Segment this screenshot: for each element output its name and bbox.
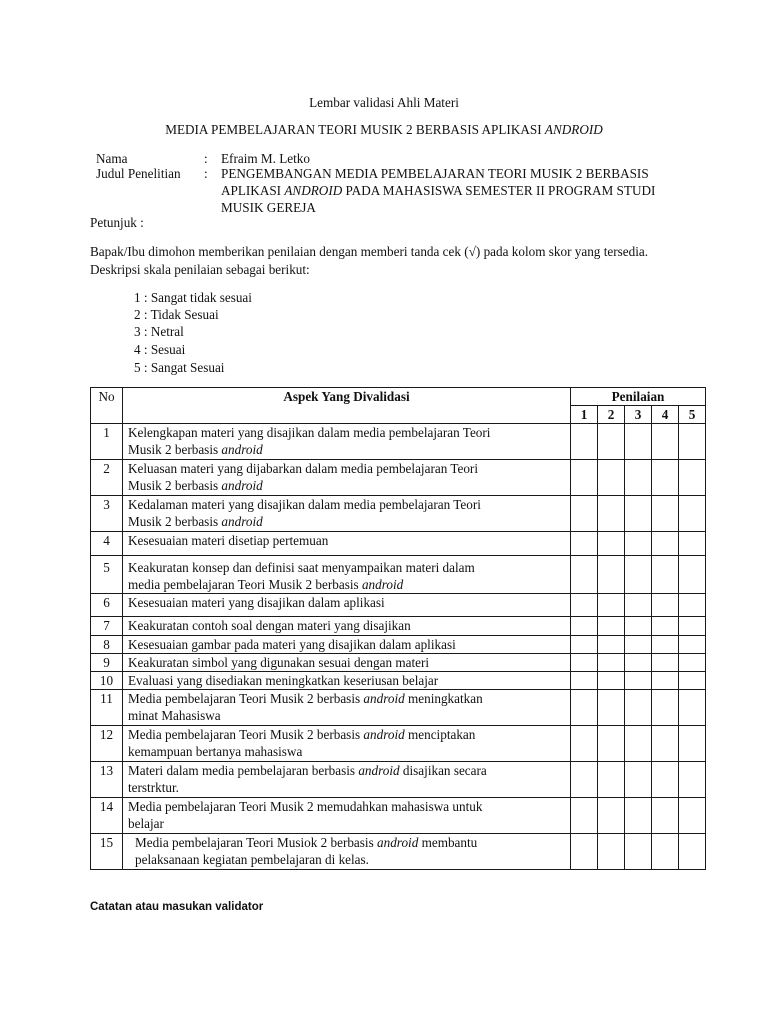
- row-number: 10: [91, 672, 123, 690]
- score-cell-5[interactable]: [679, 556, 706, 594]
- aspect-text: Musik 2 berbasis: [128, 514, 222, 529]
- score-cell-1[interactable]: [571, 834, 598, 870]
- score-cell-3[interactable]: [625, 690, 652, 726]
- score-cell-3[interactable]: [625, 496, 652, 532]
- score-cell-5[interactable]: [679, 532, 706, 556]
- score-cell-4[interactable]: [652, 636, 679, 654]
- score-cell-1[interactable]: [571, 654, 598, 672]
- table-row: [91, 556, 706, 594]
- score-cell-3[interactable]: [625, 424, 652, 460]
- score-cell-5[interactable]: [679, 834, 706, 870]
- score-cell-5[interactable]: [679, 762, 706, 798]
- score-cell-1[interactable]: [571, 762, 598, 798]
- row-number: 5: [91, 556, 123, 594]
- aspect-text: disajikan secara: [399, 763, 487, 778]
- score-cell-2[interactable]: [598, 496, 625, 532]
- column-header-aspek: Aspek Yang Divalidasi: [123, 388, 571, 424]
- table-row: [91, 460, 706, 496]
- row-number: 3: [91, 496, 123, 532]
- score-cell-1[interactable]: [571, 672, 598, 690]
- instructions-line-2: Deskripsi skala penilaian sebagai berikut:: [90, 262, 310, 277]
- aspect-italic: android: [358, 763, 400, 778]
- column-header-no: No: [91, 388, 123, 424]
- score-cell-3[interactable]: [625, 617, 652, 636]
- score-cell-4[interactable]: [652, 460, 679, 496]
- aspect-text: Media pembelajaran Teori Musik 2 berbasis: [128, 691, 364, 706]
- table-row: [91, 798, 706, 834]
- score-cell-1[interactable]: [571, 690, 598, 726]
- score-cell-1[interactable]: [571, 594, 598, 617]
- score-cell-5[interactable]: [679, 636, 706, 654]
- row-number: 7: [91, 617, 123, 636]
- row-aspect: [123, 424, 571, 460]
- score-cell-3[interactable]: [625, 834, 652, 870]
- aspect-text: terstrktur.: [128, 780, 179, 795]
- score-cell-2[interactable]: [598, 424, 625, 460]
- aspect-text: Keluasan materi yang dijabarkan dalam media pembelajaran Teori: [128, 461, 478, 476]
- aspect-text: membantu: [418, 835, 478, 850]
- row-aspect: Kesesuaian gambar pada materi yang disajikan dalam aplikasi: [123, 636, 571, 654]
- aspect-text: belajar: [128, 816, 164, 831]
- score-cell-4[interactable]: [652, 654, 679, 672]
- table-row: [91, 424, 706, 460]
- name-label: Nama: [96, 151, 128, 166]
- score-header-1: 1: [571, 406, 598, 424]
- aspect-italic: android: [377, 835, 419, 850]
- score-cell-2[interactable]: [598, 726, 625, 762]
- score-cell-1[interactable]: [571, 798, 598, 834]
- aspect-text: Musik 2 berbasis: [128, 442, 222, 457]
- row-number: 2: [91, 460, 123, 496]
- score-cell-3[interactable]: [625, 460, 652, 496]
- aspect-text: meningkatkan: [404, 691, 483, 706]
- row-number: 12: [91, 726, 123, 762]
- score-header-3: 3: [625, 406, 652, 424]
- aspect-text: pelaksanaan kegiatan pembelajaran di kelas.: [135, 852, 369, 867]
- scale-item-4: 4 : Sesuai: [134, 342, 186, 357]
- aspect-italic: android: [363, 691, 405, 706]
- table-row: [91, 594, 706, 617]
- row-aspect: [123, 726, 571, 762]
- row-aspect: [123, 556, 571, 594]
- score-cell-2[interactable]: [598, 617, 625, 636]
- score-cell-2[interactable]: [598, 690, 625, 726]
- score-cell-3[interactable]: [625, 556, 652, 594]
- table-row: [91, 617, 706, 636]
- row-aspect: Keakuratan contoh soal dengan materi yang disajikan: [123, 617, 571, 636]
- score-cell-3[interactable]: [625, 726, 652, 762]
- score-cell-1[interactable]: [571, 636, 598, 654]
- subtitle-text: MEDIA PEMBELAJARAN TEORI MUSIK 2 BERBASIS APLIKASI: [165, 122, 545, 137]
- row-number: 6: [91, 594, 123, 617]
- judul-colon: :: [204, 166, 208, 181]
- judul-line-2-italic: ANDROID: [284, 183, 343, 198]
- judul-line-2-start: APLIKASI: [221, 183, 285, 198]
- row-number: 14: [91, 798, 123, 834]
- score-cell-5[interactable]: [679, 460, 706, 496]
- score-cell-5[interactable]: [679, 594, 706, 617]
- aspect-text: Media pembelajaran Teori Musik 2 berbasis: [128, 727, 364, 742]
- row-aspect: [123, 798, 571, 834]
- score-cell-5[interactable]: [679, 617, 706, 636]
- column-header-penilaian: Penilaian: [571, 388, 706, 406]
- score-cell-2[interactable]: [598, 556, 625, 594]
- aspect-text: menciptakan: [404, 727, 476, 742]
- score-cell-1[interactable]: [571, 617, 598, 636]
- score-header-5: 5: [679, 406, 706, 424]
- row-aspect: Kesesuaian materi disetiap pertemuan: [123, 532, 571, 556]
- score-cell-4[interactable]: [652, 424, 679, 460]
- table-row: [91, 672, 706, 690]
- score-cell-4[interactable]: [652, 726, 679, 762]
- score-cell-5[interactable]: [679, 690, 706, 726]
- score-cell-2[interactable]: [598, 636, 625, 654]
- score-cell-1[interactable]: [571, 726, 598, 762]
- score-cell-2[interactable]: [598, 834, 625, 870]
- aspect-text: Keakuratan konsep dan definisi saat menyampaikan materi dalam: [128, 560, 475, 575]
- score-cell-5[interactable]: [679, 654, 706, 672]
- aspect-text: Kelengkapan materi yang disajikan dalam media pembelajaran Teori: [128, 425, 491, 440]
- aspect-italic: android: [221, 478, 263, 493]
- judul-label: Judul Penelitian: [96, 166, 181, 181]
- row-aspect: [123, 690, 571, 726]
- score-cell-2[interactable]: [598, 672, 625, 690]
- judul-line-2-end: PADA MAHASISWA SEMESTER II PROGRAM STUDI: [342, 183, 656, 198]
- score-cell-3[interactable]: [625, 532, 652, 556]
- aspect-text: Musik 2 berbasis: [128, 478, 222, 493]
- score-cell-5[interactable]: [679, 726, 706, 762]
- score-cell-2[interactable]: [598, 654, 625, 672]
- score-cell-2[interactable]: [598, 798, 625, 834]
- instructions-line-1: Bapak/Ibu dimohon memberikan penilaian dengan memberi tanda cek (√) pada kolom skor yang tersedia.: [90, 244, 649, 259]
- score-header-4: 4: [652, 406, 679, 424]
- row-aspect: [123, 496, 571, 532]
- row-aspect: [123, 762, 571, 798]
- aspect-text: Media pembelajaran Teori Musik 2 memudahkan mahasiswa untuk: [128, 799, 483, 814]
- aspect-italic: android: [221, 514, 263, 529]
- score-cell-3[interactable]: [625, 654, 652, 672]
- score-cell-4[interactable]: [652, 594, 679, 617]
- table-row: [91, 762, 706, 798]
- judul-value: [221, 165, 691, 216]
- scale-item-2: 2 : Tidak Sesuai: [134, 307, 219, 322]
- row-aspect: Kesesuaian materi yang disajikan dalam aplikasi: [123, 594, 571, 617]
- score-cell-1[interactable]: [571, 460, 598, 496]
- aspect-italic: android: [221, 442, 263, 457]
- score-cell-4[interactable]: [652, 672, 679, 690]
- subtitle-italic: ANDROID: [544, 122, 603, 137]
- score-cell-3[interactable]: [625, 672, 652, 690]
- table-row: [91, 532, 706, 556]
- score-header-2: 2: [598, 406, 625, 424]
- score-cell-2[interactable]: [598, 594, 625, 617]
- score-cell-3[interactable]: [625, 798, 652, 834]
- validation-table: [90, 387, 706, 870]
- score-cell-3[interactable]: [625, 762, 652, 798]
- aspect-text: Kedalaman materi yang disajikan dalam media pembelajaran Teori: [128, 497, 481, 512]
- row-number: 11: [91, 690, 123, 726]
- judul-line-3: MUSIK GEREJA: [221, 200, 316, 215]
- table-row: [91, 834, 706, 870]
- table-row: [91, 654, 706, 672]
- judul-line-1: PENGEMBANGAN MEDIA PEMBELAJARAN TEORI MUSIK 2 BERBASIS: [221, 166, 649, 181]
- score-cell-2[interactable]: [598, 762, 625, 798]
- score-cell-4[interactable]: [652, 834, 679, 870]
- score-cell-5[interactable]: [679, 798, 706, 834]
- row-number: 4: [91, 532, 123, 556]
- document-subtitle: [0, 121, 768, 138]
- aspect-italic: android: [361, 577, 404, 592]
- judul-line-2: [221, 182, 691, 199]
- score-cell-2[interactable]: [598, 532, 625, 556]
- score-cell-5[interactable]: [679, 672, 706, 690]
- row-aspect: Evaluasi yang disediakan meningkatkan keseriusan belajar: [123, 672, 571, 690]
- row-aspect: Keakuratan simbol yang digunakan sesuai dengan materi: [123, 654, 571, 672]
- score-cell-1[interactable]: [571, 556, 598, 594]
- score-cell-4[interactable]: [652, 556, 679, 594]
- score-cell-3[interactable]: [625, 636, 652, 654]
- score-cell-4[interactable]: [652, 798, 679, 834]
- row-aspect: [123, 834, 571, 870]
- aspect-text: media pembelajaran Teori Musik 2 berbasis: [128, 577, 362, 592]
- name-colon: :: [204, 151, 208, 166]
- row-number: 9: [91, 654, 123, 672]
- row-number: 13: [91, 762, 123, 798]
- score-cell-4[interactable]: [652, 496, 679, 532]
- score-cell-4[interactable]: [652, 762, 679, 798]
- score-cell-5[interactable]: [679, 424, 706, 460]
- row-number: 15: [91, 834, 123, 870]
- score-cell-3[interactable]: [625, 594, 652, 617]
- scale-item-1: 1 : Sangat tidak sesuai: [134, 290, 252, 305]
- score-cell-1[interactable]: [571, 532, 598, 556]
- row-number: 8: [91, 636, 123, 654]
- table-row: [91, 690, 706, 726]
- aspect-italic: android: [363, 727, 405, 742]
- instructions-label: Petunjuk :: [90, 215, 144, 230]
- score-cell-1[interactable]: [571, 424, 598, 460]
- aspect-text: Materi dalam media pembelajaran berbasis: [128, 763, 359, 778]
- aspect-text: Media pembelajaran Teori Musiok 2 berbasis: [135, 835, 378, 850]
- scale-item-5: 5 : Sangat Sesuai: [134, 360, 225, 375]
- score-cell-5[interactable]: [679, 496, 706, 532]
- validator-notes-label: Catatan atau masukan validator: [90, 901, 264, 913]
- table-row: [91, 496, 706, 532]
- row-number: 1: [91, 424, 123, 460]
- name-value: Efraim M. Letko: [221, 151, 310, 166]
- row-aspect: [123, 460, 571, 496]
- table-row: [91, 726, 706, 762]
- document-title: Lembar validasi Ahli Materi: [309, 95, 459, 110]
- scale-item-3: 3 : Netral: [134, 324, 184, 339]
- score-cell-1[interactable]: [571, 496, 598, 532]
- score-cell-4[interactable]: [652, 532, 679, 556]
- aspect-text: minat Mahasiswa: [128, 708, 221, 723]
- score-cell-2[interactable]: [598, 460, 625, 496]
- score-cell-4[interactable]: [652, 617, 679, 636]
- table-row: [91, 636, 706, 654]
- aspect-text: kemampuan bertanya mahasiswa: [128, 744, 303, 759]
- score-cell-4[interactable]: [652, 690, 679, 726]
